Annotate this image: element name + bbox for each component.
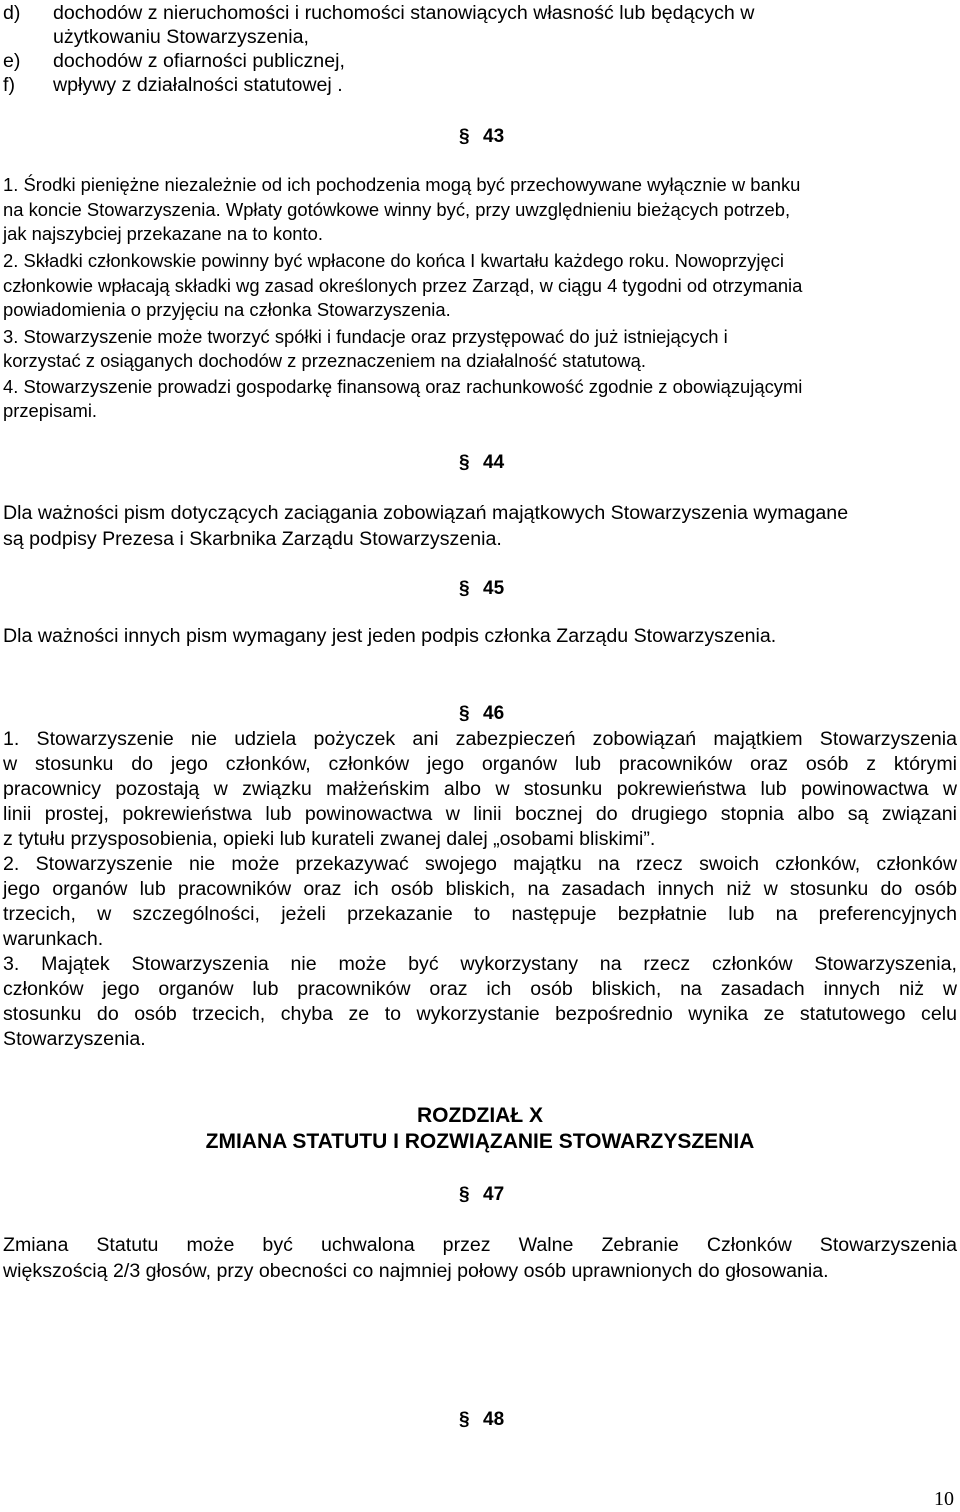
- list-item-d-continuation: użytkowaniu Stowarzyszenia,: [53, 26, 309, 48]
- s46-text-1: 1. Stowarzyszenie nie udziela pożyczek ani zabezpieczeń zobowiązań majątkiem Stowarzyszenia: [3, 728, 957, 750]
- s43-line-2: na koncie Stowarzyszenia. Wpłaty gotówkowe winny być, przy uwzględnieniu bieżących potrzeb,: [3, 199, 791, 220]
- s47-line-1: [3, 1233, 957, 1257]
- s46-line-6: [3, 852, 957, 876]
- s46-line-13: Stowarzyszenia.: [3, 1028, 146, 1050]
- section-heading-45: [459, 577, 504, 601]
- s46-text-12: stosunku do osób trzecich, chyba ze to wykorzystanie bezpośrednio wynika ze statutowego celu: [3, 1003, 957, 1025]
- s46-line-8: [3, 902, 957, 926]
- s47-text-1: Zmiana Statutu może być uchwalona przez Walne Zebranie Członków Stowarzyszenia: [3, 1234, 957, 1256]
- s46-text-7: jego organów lub pracowników oraz ich osób bliskich, na zasadach innych niż w stosunku do osób: [3, 878, 957, 900]
- s47-line-2: większością 2/3 głosów, przy obecności co najmniej połowy osób uprawnionych do głosowania.: [3, 1260, 829, 1282]
- section-number: 45: [483, 578, 505, 599]
- s46-line-7: [3, 877, 957, 901]
- section-sign-icon: §: [459, 703, 470, 724]
- s46-line-9: warunkach.: [3, 928, 104, 950]
- s46-text-11: członków jego organów lub pracowników oraz ich osób bliskich, na zasadach innych niż w: [3, 978, 957, 1000]
- section-heading-44: [459, 451, 504, 475]
- s45-line-1: Dla ważności innych pism wymagany jest jeden podpis członka Zarządu Stowarzyszenia.: [3, 625, 777, 647]
- s46-text-3: pracownicy pozostają w związku małżeńskim albo w stosunku pokrewieństwa lub powinowactwa w: [3, 778, 957, 800]
- s44-line-1: Dla ważności pism dotyczących zaciągania zobowiązań majątkowych Stowarzyszenia wymagane: [3, 502, 849, 524]
- list-marker: d): [3, 2, 21, 24]
- section-number: 44: [483, 452, 505, 473]
- s46-text-10: 3. Majątek Stowarzyszenia nie może być wykorzystany na rzecz członków Stowarzyszenia,: [3, 953, 957, 975]
- s46-line-4: [3, 802, 957, 826]
- list-marker: f): [3, 74, 15, 96]
- s43-line-8: korzystać z osiąganych dochodów z przeznaczeniem na działalność statutową.: [3, 350, 646, 371]
- chapter-subtitle: ZMIANA STATUTU I ROZWIĄZANIE STOWARZYSZENIA: [205, 1130, 755, 1153]
- s43-line-3: jak najszybciej przekazane na to konto.: [3, 223, 323, 244]
- s43-line-9: 4. Stowarzyszenie prowadzi gospodarkę finansową oraz rachunkowość zgodnie z obowiązującymi: [3, 376, 803, 397]
- section-heading-47: [459, 1183, 504, 1207]
- section-number: 43: [483, 126, 505, 147]
- section-number: 48: [483, 1409, 505, 1430]
- s46-line-11: [3, 977, 957, 1001]
- section-sign-icon: §: [459, 1409, 470, 1430]
- s44-line-2: są podpisy Prezesa i Skarbnika Zarządu Stowarzyszenia.: [3, 528, 502, 550]
- section-number: 47: [483, 1184, 505, 1205]
- section-sign-icon: §: [459, 126, 470, 147]
- section-heading-46: [459, 702, 504, 726]
- s43-line-10: przepisami.: [3, 400, 98, 421]
- chapter-title: ROZDZIAŁ X: [417, 1104, 543, 1127]
- s46-line-1: [3, 727, 957, 751]
- list-text: dochodów z ofiarności publicznej,: [53, 50, 345, 72]
- s46-text-4: linii prostej, pokrewieństwa lub powinowactwa w linii bocznej do drugiego stopnia albo są związani: [3, 803, 957, 825]
- list-text: wpływy z działalności statutowej .: [53, 74, 343, 96]
- list-item-d: [3, 1, 754, 25]
- s43-line-6: powiadomienia o przyjęciu na członka Stowarzyszenia.: [3, 299, 451, 320]
- section-number: 46: [483, 703, 505, 724]
- section-sign-icon: §: [459, 1184, 470, 1205]
- list-item-e: [3, 49, 345, 73]
- list-text: dochodów z nieruchomości i ruchomości stanowiących własność lub będących w: [53, 2, 755, 24]
- s46-text-8: trzecich, w szczególności, jeżeli przekazanie to następuje bezpłatnie lub na preferencyjnych: [3, 903, 957, 925]
- s43-line-5: członkowie wpłacają składki wg zasad określonych przez Zarząd, w ciągu 4 tygodni od otrzymania: [3, 275, 803, 296]
- s46-line-5: z tytułu przysposobienia, opieki lub kurateli zwanej dalej „osobami bliskimi”.: [3, 828, 656, 850]
- s43-line-4: 2. Składki członkowskie powinny być wpłacone do końca I kwartału każdego roku. Nowoprzyjęci: [3, 250, 784, 271]
- list-item-f: [3, 73, 343, 97]
- section-heading-48: [459, 1408, 504, 1432]
- section-sign-icon: §: [459, 578, 470, 599]
- s43-line-1: 1. Środki pieniężne niezależnie od ich pochodzenia mogą być przechowywane wyłącznie w banku: [3, 174, 801, 195]
- s46-line-3: [3, 777, 957, 801]
- s46-text-6: 2. Stowarzyszenie nie może przekazywać swojego majątku na rzecz swoich członków, członków: [3, 853, 957, 875]
- list-marker: e): [3, 50, 21, 72]
- s46-line-10: [3, 952, 957, 976]
- page-number: 10: [934, 1488, 954, 1510]
- s46-line-12: [3, 1002, 957, 1026]
- s46-text-2: w stosunku do jego członków, członków jego organów lub pracowników oraz osób z którymi: [3, 753, 957, 775]
- section-sign-icon: §: [459, 452, 470, 473]
- s43-line-7: 3. Stowarzyszenie może tworzyć spółki i fundacje oraz przystępować do już istniejących i: [3, 326, 728, 347]
- section-heading-43: [459, 125, 504, 149]
- s46-line-2: [3, 752, 957, 776]
